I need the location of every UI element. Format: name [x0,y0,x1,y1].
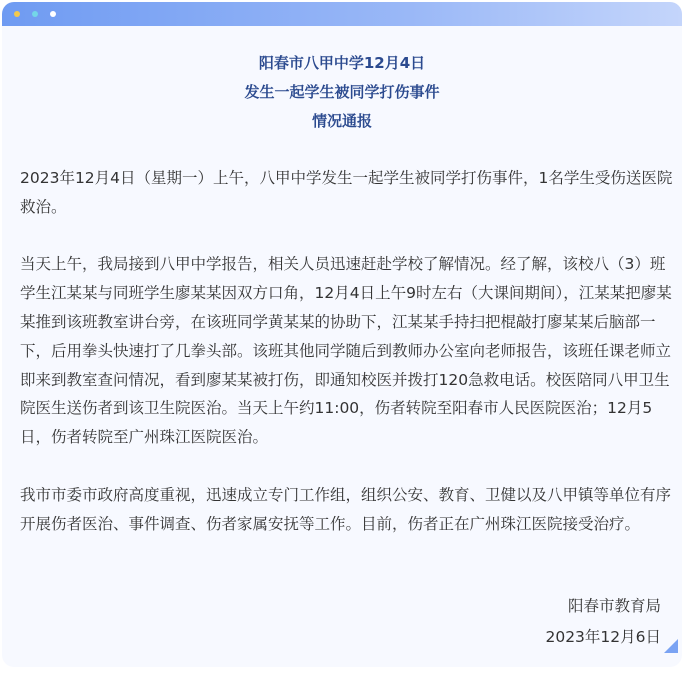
yellow-dot-icon [14,11,20,17]
paragraph-summary: 2023年12月4日（星期一）上午，八甲中学发生一起学生被同学打伤事件，1名学生受伤送医院救治。 [20,169,673,216]
notice-card [2,2,682,667]
signature-organization: 阳春市教育局 [567,597,661,615]
notice-title [2,49,682,136]
cyan-dot-icon [32,11,38,17]
paragraph-details: 当天上午，我局接到八甲中学报告，相关人员迅速赶赴学校了解情况。经了解，该校八（3）班学生江某某与同班学生廖某某因双方口角，12月4日上午9时左右（大课间期间），江某某把廖某某推到该班教室讲台旁，在该班同学黄某某的协助下，江某某手持扫把棍敲打廖某某后脑部一下，后用拳头快速打了几拳头部。该班其他同学随后到教师办公室向老师报告，该班任课老师立即来到教室查问情况，看到廖某某被打伤，即通知校医并拨打120急救电话。校医陪同八甲卫生院医生送伤者到该卫生院医治。当天上午约11:00，伤者转院至阳春市人民医院医治；12月5日，伤者转院至广州珠江医院医治。 [20,255,672,447]
title-line-2: 发生一起学生被同学打伤事件 [244,83,440,101]
corner-triangle-icon [664,639,678,653]
window-title-bar [2,2,682,26]
signature-date: 2023年12月6日 [545,628,661,646]
notice-body [20,164,674,567]
paragraph-response: 我市市委市政府高度重视，迅速成立专门工作组，组织公安、教育、卫健以及八甲镇等单位有序开展伤者医治、事件调查、伤者家属安抚等工作。目前，伤者正在广州珠江医院接受治疗。 [20,485,672,533]
white-dot-icon [50,11,56,17]
title-line-1: 阳春市八甲中学12月4日 [258,54,426,72]
title-line-3: 情况通报 [311,112,372,130]
